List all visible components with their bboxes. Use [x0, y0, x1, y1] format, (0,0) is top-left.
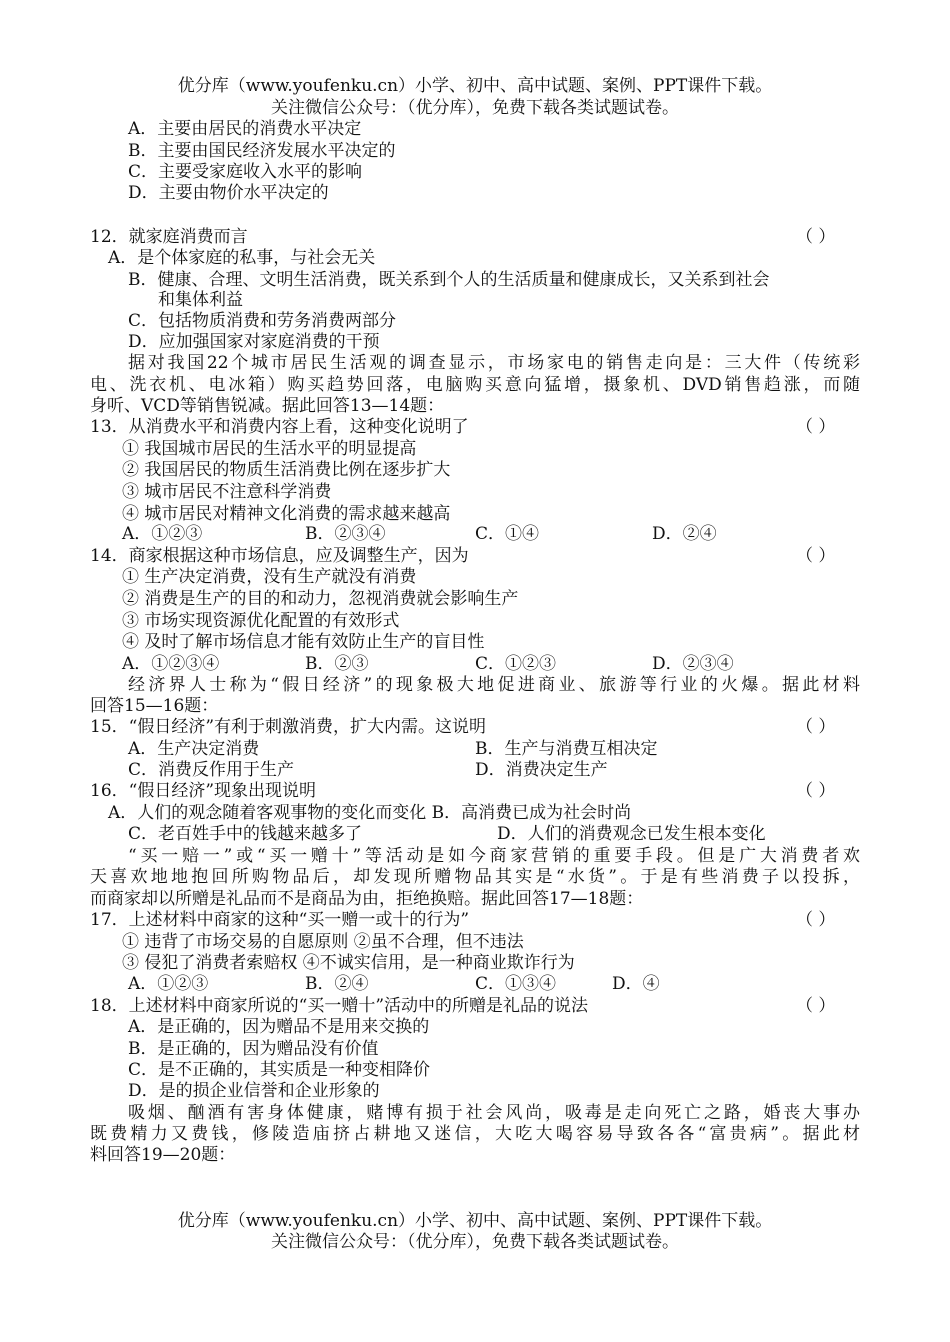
q11-option-d: D．主要由物价水平决定的: [128, 183, 329, 203]
q14-answer-paren: （ ）: [796, 546, 836, 566]
q11-option-c: C．主要受家庭收入水平的影响: [128, 162, 363, 182]
q18-option-d: D．是的损企业信誉和企业形象的: [128, 1081, 380, 1101]
material4-line2: 既费精力又费钱，修陵造庙挤占耕地又迷信，大吃大喝容易导致各各“富贵病”。据此材: [90, 1124, 860, 1144]
q15-option-b: B．生产与消费互相决定: [475, 739, 658, 759]
q13-stem: 13．从消费水平和消费内容上看，这种变化说明了: [90, 417, 469, 437]
material2-line1: 经济界人士称为“假日经济”的现象极大地促进商业、旅游等行业的火爆。据此材料: [128, 675, 860, 695]
q12-option-a: A．是个体家庭的私事，与社会无关: [108, 248, 376, 268]
q16-option-ab: A．人们的观念随着客观事物的变化而变化 B．高消费已成为社会时尚: [108, 803, 632, 823]
q12-option-b-line2: 和集体利益: [158, 290, 243, 310]
q13-choice-b: B．②③④: [305, 524, 386, 544]
q13-item-1: ① 我国城市居民的生活水平的明显提高: [122, 439, 417, 459]
q12-stem: 12．就家庭消费而言: [90, 227, 248, 247]
header-line-2: 关注微信公众号：（优分库），免费下载各类试题试卷。: [271, 98, 679, 118]
q17-choice-c: C．①③④: [475, 974, 557, 994]
q13-choice-d: D．②④: [652, 524, 717, 544]
q17-choice-a: A．①②③: [128, 974, 209, 994]
q15-option-d: D．消费决定生产: [475, 760, 608, 780]
q14-item-3: ③ 市场实现资源优化配置的有效形式: [122, 611, 400, 631]
q13-item-4: ④ 城市居民对精神文化消费的需求越来越高: [122, 504, 451, 524]
q13-item-3: ③ 城市居民不注意科学消费: [122, 482, 332, 502]
q14-choice-b: B．②③: [305, 654, 369, 674]
q11-option-a: A．主要由居民的消费水平决定: [128, 119, 362, 139]
q13-item-2: ② 我国居民的物质生活消费比例在逐步扩大: [122, 460, 451, 480]
q16-answer-paren: （ ）: [796, 781, 836, 801]
q17-items-row2: ③ 侵犯了消费者索赔权 ④不诚实信用，是一种商业欺诈行为: [122, 953, 575, 973]
q15-answer-paren: （ ）: [796, 717, 836, 737]
q14-choice-d: D．②③④: [652, 654, 734, 674]
material3-line3: 而商家却以所赠是礼品而不是商品为由，拒绝换赔。据此回答17—18题：: [90, 889, 644, 909]
q17-stem: 17．上述材料中商家的这种“买一赠一或十的行为”: [90, 910, 470, 930]
material3-line2: 天喜欢地地抱回所购物品后，却发现所赠物品其实是“水货”。于是有些消费子以投拆，: [90, 867, 860, 887]
q12-option-d: D．应加强国家对家庭消费的干预: [128, 332, 380, 352]
q14-item-1: ① 生产决定消费，没有生产就没有消费: [122, 567, 417, 587]
q11-option-b: B．主要由国民经济发展水平决定的: [128, 141, 396, 161]
q15-option-a: A．生产决定消费: [128, 739, 260, 759]
q15-stem: 15．“假日经济”有利于刺激消费，扩大内需。这说明: [90, 717, 487, 737]
q16-option-c: C．老百姓手中的钱越来越多了: [128, 824, 363, 844]
q14-choice-c: C．①②③: [475, 654, 557, 674]
q18-answer-paren: （ ）: [796, 996, 836, 1016]
q16-stem: 16．“假日经济”现象出现说明: [90, 781, 317, 801]
q14-stem: 14．商家根据这种市场信息，应及调整生产，因为: [90, 546, 469, 566]
material4-line3: 料回答19—20题：: [90, 1145, 236, 1165]
q14-item-2: ② 消费是生产的目的和动力，忽视消费就会影响生产: [122, 589, 519, 609]
q14-item-4: ④ 及时了解市场信息才能有效防止生产的盲目性: [122, 632, 485, 652]
material1-line2: 电、洗衣机、电冰箱）购买趋势回落，电脑购买意向猛增，摄象机、DVD销售趋涨，而随: [90, 375, 860, 395]
q13-choice-c: C．①④: [475, 524, 540, 544]
q16-option-d: D．人们的消费观念已发生根本变化: [497, 824, 766, 844]
q17-choice-d: D．④: [612, 974, 660, 994]
q18-option-c: C．是不正确的，其实质是一种变相降价: [128, 1060, 431, 1080]
q18-option-a: A．是正确的，因为赠品不是用来交换的: [128, 1017, 430, 1037]
material2-line2: 回答15—16题：: [90, 696, 219, 716]
q12-option-b-line1: B．健康、合理、文明生活消费，既关系到个人的生活质量和健康成长，又关系到社会: [128, 270, 770, 290]
q12-option-c: C．包括物质消费和劳务消费两部分: [128, 311, 397, 331]
q13-choice-a: A．①②③: [122, 524, 203, 544]
material3-line1: “买一赔一”或“买一赠十”等活动是如今商家营销的重要手段。但是广大消费者欢: [128, 846, 860, 866]
q18-option-b: B．是正确的，因为赠品没有价值: [128, 1039, 379, 1059]
q17-items-row1: ① 违背了市场交易的自愿原则 ②虽不合理，但不违法: [122, 932, 524, 952]
material1-line1: 据对我国22个城市居民生活观的调查显示，市场家电的销售走向是：三大件（传统彩: [128, 353, 860, 373]
q13-answer-paren: （ ）: [796, 417, 836, 437]
q17-choice-b: B．②④: [305, 974, 369, 994]
material1-line3: 身听、VCD等销售锐减。据此回答13—14题：: [90, 396, 445, 416]
q15-option-c: C．消费反作用于生产: [128, 760, 295, 780]
q14-choice-a: A．①②③④: [122, 654, 220, 674]
footer-line-1: 优分库（www.youfenku.cn）小学、初中、高中试题、案例、PPT课件下载。: [177, 1211, 773, 1231]
q12-answer-paren: （ ）: [796, 227, 836, 247]
q18-stem: 18．上述材料中商家所说的“买一赠十”活动中的所赠是礼品的说法: [90, 996, 589, 1016]
material4-line1: 吸烟、酗酒有害身体健康，赌博有损于社会风尚，吸毒是走向死亡之路，婚丧大事办: [128, 1103, 860, 1123]
header-line-1: 优分库（www.youfenku.cn）小学、初中、高中试题、案例、PPT课件下载。: [177, 76, 773, 96]
footer-line-2: 关注微信公众号：（优分库），免费下载各类试题试卷。: [271, 1232, 679, 1252]
q17-answer-paren: （ ）: [796, 910, 836, 930]
